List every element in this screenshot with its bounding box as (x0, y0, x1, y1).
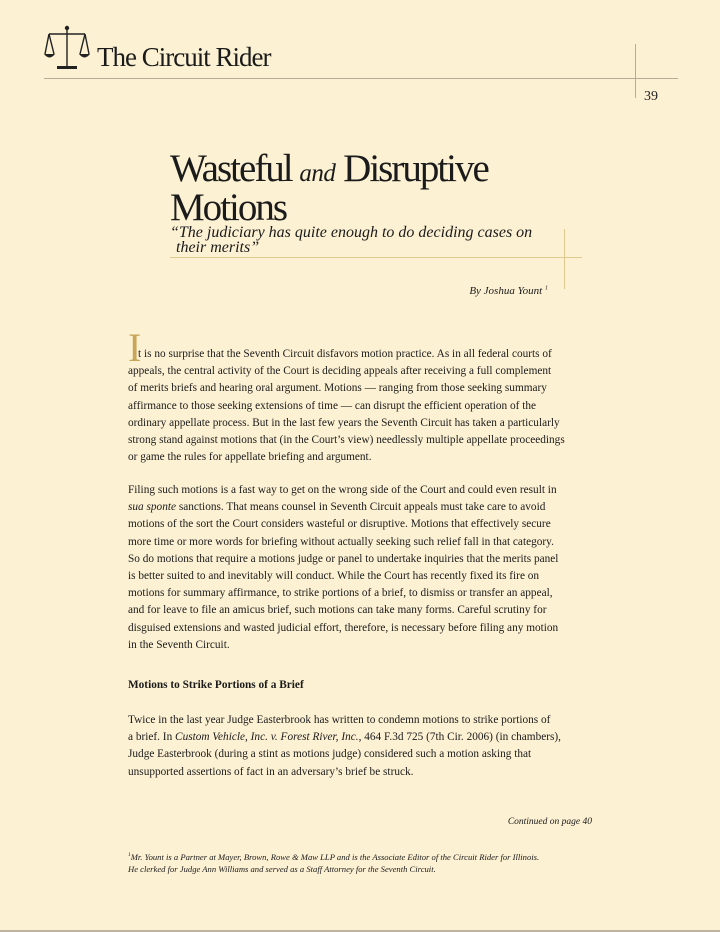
title-word-disruptive: Disruptive (343, 147, 488, 190)
title-word-motions: Motions (170, 186, 287, 229)
title-word-wasteful: Wasteful (170, 147, 292, 190)
footnote-line (128, 849, 598, 863)
paragraph-line: in the Seventh Circuit. (128, 638, 230, 651)
paragraph-line: more time or more words for briefing without actually seeking such relief fall in that category. (128, 535, 554, 548)
paragraph-line: affirmance to those seeking extensions of time — can disrupt the efficient operation of the (128, 399, 537, 412)
paragraph-1 (128, 346, 598, 466)
paragraph-line: ordinary appellate process. But in the last few years the Seventh Circuit has taken a particularly (128, 416, 560, 429)
paragraph-3 (128, 712, 598, 781)
paragraph-line: Filing such motions is a fast way to get on the wrong side of the Court and could even result in (128, 484, 557, 496)
case-citation: Custom Vehicle, Inc. v. Forest River, Inc. (175, 731, 359, 744)
paragraph-line: unsupported assertions of fact in an adversary’s brief be struck. (128, 765, 414, 778)
publication-title: The Circuit Rider (97, 42, 271, 72)
paragraph-line: appeals, the central activity of the Court is deciding appeals after receiving a full complement (128, 365, 552, 378)
paragraph-line-text: sanctions. That means counsel in Seventh Circuit appeals must take care to avoid (176, 501, 546, 514)
header-vertical-rule (635, 44, 636, 98)
article-title (170, 147, 488, 229)
paragraph-line: Judge Easterbrook (during a stint as motions judge) considered such a motion asking that (128, 748, 532, 761)
page-number: 39 (644, 89, 658, 104)
subtitle-line-2: their merits” (176, 239, 260, 256)
footnote-marker: 1 (128, 852, 131, 858)
paragraph-line: t is no surprise that the Seventh Circuit disfavors motion practice. As in all federal courts of (138, 348, 552, 360)
paragraph-line: motions for summary affirmance, to strike portions of a brief, to dismiss or transfer an appeal, (128, 587, 553, 600)
paragraph-line: disguised extensions and wasted judicial effort, therefore, is necessary before filing any motion (128, 621, 559, 634)
paragraph-line: strong stand against motions that (in the Court’s view) needlessly multiple appellate proceedings (128, 434, 565, 447)
byline-author: By Joshua Yount (469, 285, 543, 297)
paragraph-line: of merits briefs and hearing oral argument. Motions — ranging from those seeking summary (128, 382, 547, 395)
paragraph-line: So do motions that require a motions judge or panel to undertake inquiries that the merits panel (128, 552, 559, 565)
paragraph-line (128, 729, 598, 746)
paragraph-line: is better suited to and inevitably will conduct. While the Court has recently fixed its fire on (128, 570, 540, 583)
footnote-line: He clerked for Judge Ann Williams and served as a Staff Attorney for the Seventh Circuit. (128, 864, 436, 875)
paragraph-2 (128, 482, 598, 654)
subtitle-vertical-rule (564, 229, 565, 289)
continued-note: Continued on page 40 (507, 817, 592, 827)
paragraph-line: motions of the sort the Court considers wasteful or disruptive. Motions that effectively secure (128, 518, 551, 531)
byline-footnote-marker: 1 (545, 285, 548, 292)
drop-cap: I (128, 325, 142, 370)
subtitle-line-1: “The judiciary has quite enough to do deciding cases on (170, 224, 533, 241)
footnote-line-text: Mr. Yount is a Partner at Mayer, Brown, Rowe & Maw LLP and is the Associate Editor of the Circuit Rider for Illinois. (130, 851, 540, 862)
header-rule (44, 78, 678, 79)
byline (420, 285, 548, 297)
paragraph-line-text: a brief. In (128, 731, 176, 744)
paragraph-line (128, 499, 598, 516)
article-subtitle (170, 225, 570, 255)
scales-of-justice-icon (44, 24, 90, 74)
footnote (128, 849, 598, 875)
section-heading: Motions to Strike Portions of a Brief (128, 679, 304, 691)
paragraph-line-text: , 464 F.3d 725 (7th Cir. 2006) (in chambers), (358, 731, 561, 744)
paragraph-line: and for leave to file an amicus brief, such motions can take many forms. Careful scrutiny for (128, 604, 547, 617)
sua-sponte-term: sua sponte (128, 501, 177, 514)
paragraph-line: Twice in the last year Judge Easterbrook has written to condemn motions to strike portions of (128, 714, 551, 726)
subtitle-rule (170, 257, 582, 258)
paragraph-line: or game the rules for appellate briefing and argument. (128, 451, 372, 464)
title-word-and: and (299, 160, 336, 187)
